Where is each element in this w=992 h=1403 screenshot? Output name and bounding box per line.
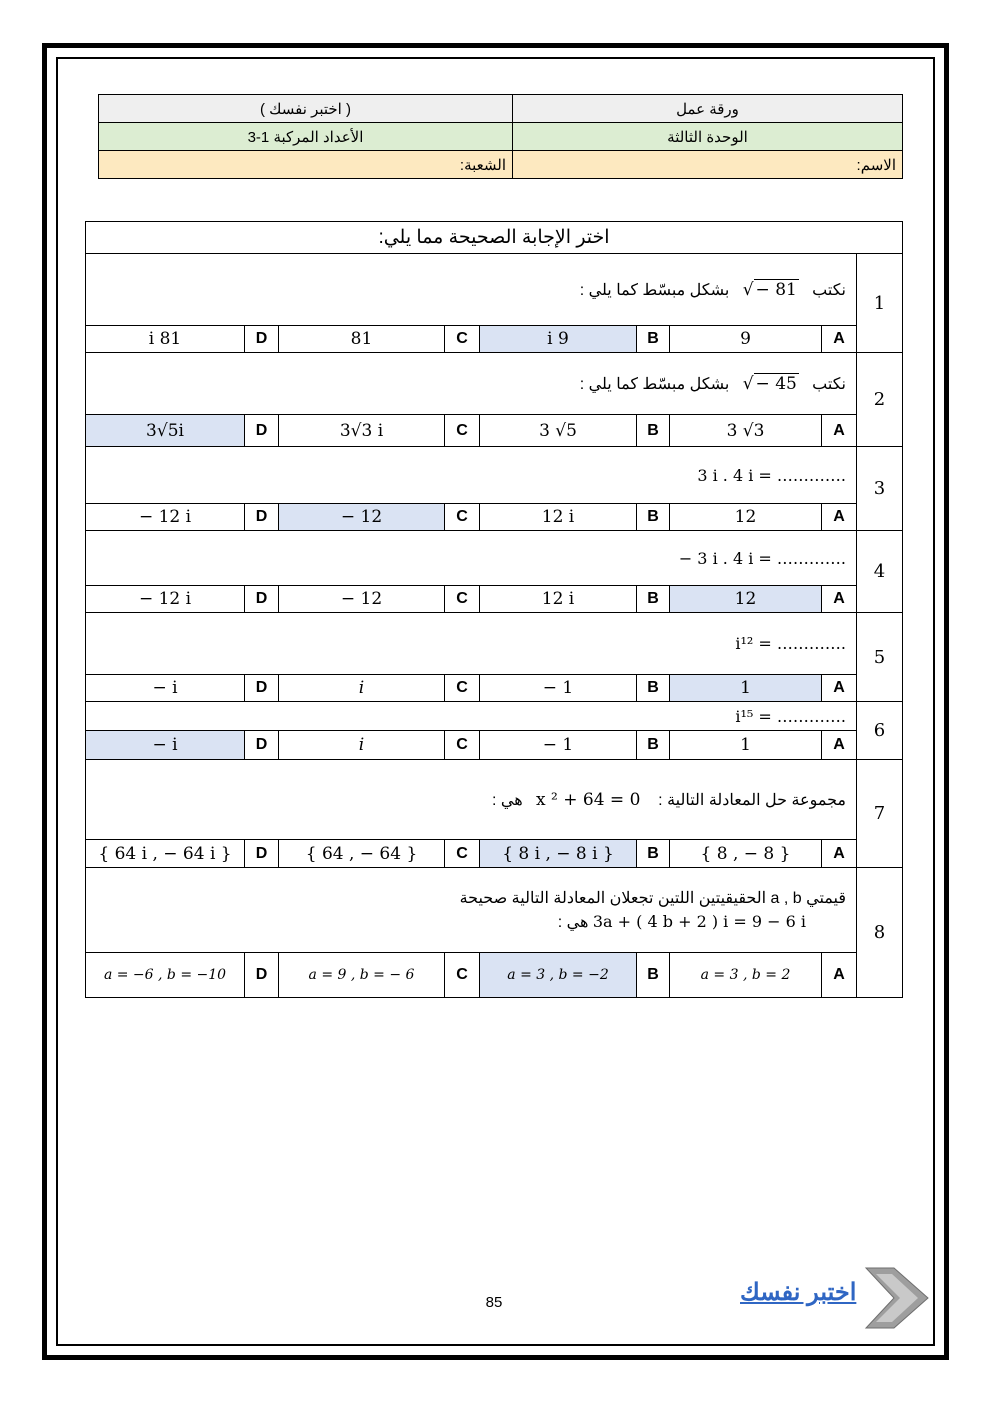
option-letter-a: A bbox=[822, 675, 857, 702]
option-b[interactable]: 12 i bbox=[480, 504, 637, 531]
option-letter-b: B bbox=[637, 415, 670, 447]
worksheet-label: ورقة عمل bbox=[513, 95, 903, 123]
option-letter-b: B bbox=[637, 586, 670, 613]
option-letter-a: A bbox=[822, 504, 857, 531]
option-d[interactable]: − i bbox=[86, 731, 245, 760]
option-letter-b: B bbox=[637, 953, 670, 998]
option-a[interactable]: 9 bbox=[670, 326, 822, 353]
option-b[interactable]: 9 i bbox=[480, 326, 637, 353]
question-number: 5 bbox=[857, 613, 903, 702]
option-letter-c: C bbox=[445, 326, 480, 353]
question-number: 8 bbox=[857, 868, 903, 998]
option-letter-c: C bbox=[445, 840, 480, 868]
option-letter-d: D bbox=[245, 675, 279, 702]
option-letter-a: A bbox=[822, 953, 857, 998]
chevron-right-icon bbox=[864, 1266, 930, 1330]
option-letter-d: D bbox=[245, 731, 279, 760]
option-b[interactable]: − 1 bbox=[480, 675, 637, 702]
option-b[interactable]: 3 √5 bbox=[480, 415, 637, 447]
option-a[interactable]: 1 bbox=[670, 675, 822, 702]
option-letter-d: D bbox=[245, 840, 279, 868]
option-d[interactable]: − 12 i bbox=[86, 586, 245, 613]
question-number: 6 bbox=[857, 702, 903, 760]
option-c[interactable]: a = 9 , b = − 6 bbox=[279, 953, 445, 998]
option-letter-c: C bbox=[445, 953, 480, 998]
option-letter-a: A bbox=[822, 586, 857, 613]
option-a[interactable]: 1 bbox=[670, 731, 822, 760]
option-letter-d: D bbox=[245, 953, 279, 998]
question-number: 4 bbox=[857, 531, 903, 613]
unit-label: الوحدة الثالثة bbox=[513, 123, 903, 151]
option-letter-c: C bbox=[445, 586, 480, 613]
question-text: مجموعة حل المعادلة التالية : x ² + 64 = 0 هي : bbox=[86, 760, 857, 840]
option-a[interactable]: 12 bbox=[670, 586, 822, 613]
lesson-label: 3-1 الأعداد المركبة bbox=[99, 123, 513, 151]
option-letter-b: B bbox=[637, 675, 670, 702]
test-yourself-label: ( اختبر نفسك ) bbox=[99, 95, 513, 123]
question-text: i¹² = …………. bbox=[86, 613, 857, 675]
option-letter-a: A bbox=[822, 731, 857, 760]
option-letter-d: D bbox=[245, 586, 279, 613]
header-table bbox=[98, 94, 903, 179]
option-a[interactable]: { 8 , − 8 } bbox=[670, 840, 822, 868]
option-d[interactable]: a = −6 , b = −10 bbox=[86, 953, 245, 998]
option-letter-d: D bbox=[245, 415, 279, 447]
option-letter-c: C bbox=[445, 731, 480, 760]
section-field[interactable]: الشعبة: bbox=[99, 151, 513, 179]
option-b[interactable]: 12 i bbox=[480, 586, 637, 613]
question-number: 1 bbox=[857, 254, 903, 353]
option-a[interactable]: a = 3 , b = 2 bbox=[670, 953, 822, 998]
option-c[interactable]: − 12 bbox=[279, 586, 445, 613]
option-d[interactable]: − 12 i bbox=[86, 504, 245, 531]
option-c[interactable]: 81 bbox=[279, 326, 445, 353]
option-letter-a: A bbox=[822, 840, 857, 868]
option-letter-c: C bbox=[445, 415, 480, 447]
option-letter-b: B bbox=[637, 326, 670, 353]
quiz-table bbox=[85, 221, 903, 998]
question-text: نكتب √ − 81 بشكل مبسّط كما يلي : bbox=[86, 254, 857, 326]
page-number: 85 bbox=[485, 1294, 503, 1311]
option-d[interactable]: − i bbox=[86, 675, 245, 702]
option-b[interactable]: { 8 i , − 8 i } bbox=[480, 840, 637, 868]
option-c[interactable]: i bbox=[279, 675, 445, 702]
option-letter-b: B bbox=[637, 840, 670, 868]
question-text: i¹⁵ = …………. bbox=[86, 702, 857, 731]
option-d[interactable]: 3√5i bbox=[86, 415, 245, 447]
name-field[interactable]: الاسم: bbox=[513, 151, 903, 179]
option-letter-d: D bbox=[245, 504, 279, 531]
question-text: قيمتي a , b الحقيقيتين اللتين تجعلان المعادلة التالية صحيحة 3a + ( 4 b + 2 ) i = 9 − 6 i هي : bbox=[86, 868, 857, 953]
option-a[interactable]: 3 √3 bbox=[670, 415, 822, 447]
option-letter-c: C bbox=[445, 675, 480, 702]
option-letter-b: B bbox=[637, 731, 670, 760]
option-d[interactable]: 81 i bbox=[86, 326, 245, 353]
option-c[interactable]: { 64 , − 64 } bbox=[279, 840, 445, 868]
quiz-title: اختر الإجابة الصحيحة مما يلي: bbox=[86, 222, 903, 254]
option-c[interactable]: − 12 bbox=[279, 504, 445, 531]
question-text: نكتب √ − 45 بشكل مبسّط كما يلي : bbox=[86, 353, 857, 415]
question-number: 2 bbox=[857, 353, 903, 447]
option-d[interactable]: { 64 i , − 64 i } bbox=[86, 840, 245, 868]
option-a[interactable]: 12 bbox=[670, 504, 822, 531]
option-c[interactable]: 3√3 i bbox=[279, 415, 445, 447]
option-c[interactable]: i bbox=[279, 731, 445, 760]
question-text: − 3 i . 4 i = …………. bbox=[86, 531, 857, 586]
option-letter-a: A bbox=[822, 415, 857, 447]
question-number: 7 bbox=[857, 760, 903, 868]
question-number: 3 bbox=[857, 447, 903, 531]
option-b[interactable]: − 1 bbox=[480, 731, 637, 760]
option-letter-a: A bbox=[822, 326, 857, 353]
option-b[interactable]: a = 3 , b = −2 bbox=[480, 953, 637, 998]
option-letter-b: B bbox=[637, 504, 670, 531]
question-text: 3 i . 4 i = …………. bbox=[86, 447, 857, 504]
test-yourself-link[interactable]: اختبر نفسك bbox=[740, 1279, 857, 1306]
option-letter-d: D bbox=[245, 326, 279, 353]
option-letter-c: C bbox=[445, 504, 480, 531]
